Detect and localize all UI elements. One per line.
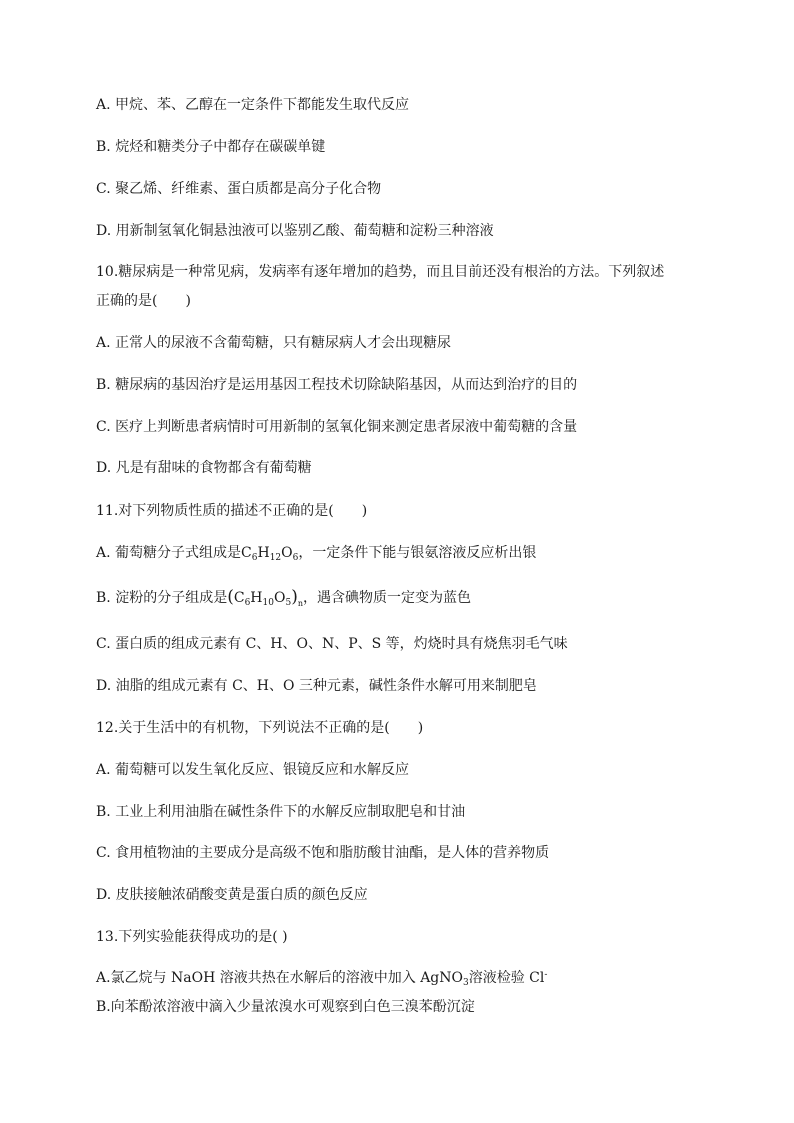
q10-stem-line2: 正确的是( ) <box>96 293 191 309</box>
q12-option-c: C. 食用植物油的主要成分是高级不饱和脂肪酸甘油酯，是人体的营养物质 <box>96 845 550 861</box>
starch-formula: $(C_6H_{10}O_5)_n$ <box>227 587 303 608</box>
q10-option-a: A. 正常人的尿液不含葡萄糖，只有糖尿病人才会出现糖尿 <box>96 335 452 351</box>
q10-stem-line1: 10.糖尿病是一种常见病，发病率有逐年增加的趋势，而且目前还没有根治的方法。下列叙述 <box>96 264 665 280</box>
q9-option-b: B. 烷烃和糖类分子中都存在碳碳单键 <box>96 139 326 155</box>
glucose-formula: $C_6H_{12}O_6$ <box>241 545 299 563</box>
q11-option-a-text: A. 葡萄糖分子式组成是 <box>96 545 242 561</box>
q11-option-b-text: B. 淀粉的分子组成是 <box>96 590 228 606</box>
q11-option-b-suffix: ，遇含碘物质一定变为蓝色 <box>302 590 471 606</box>
q13-option-a: A.氯乙烷与 NaOH 溶液共热在水解后的溶液中加入 AgNO$_3$溶液检验 Cl- <box>96 970 548 988</box>
q12-option-b: B. 工业上利用油脂在碱性条件下的水解反应制取肥皂和甘油 <box>96 804 466 820</box>
q9-option-d: D. 用新制氢氧化铜悬浊液可以鉴别乙酸、葡萄糖和淀粉三种溶液 <box>96 223 494 239</box>
q11-option-a <box>96 543 536 563</box>
q9-option-c: C. 聚乙烯、纤维素、蛋白质都是高分子化合物 <box>96 181 382 197</box>
q10-option-d: D. 凡是有甜味的食物都含有葡萄糖 <box>96 460 312 476</box>
q9-option-a: A. 甲烷、苯、乙醇在一定条件下都能发生取代反应 <box>96 97 410 113</box>
q11-option-c: C. 蛋白质的组成元素有 C、H、O、N、P、S 等，灼烧时具有烧焦羽毛气味 <box>96 636 568 652</box>
q11-option-d: D. 油脂的组成元素有 C、H、O 三种元素，碱性条件水解可用来制肥皂 <box>96 678 537 694</box>
q10-option-c: C. 医疗上判断患者病情时可用新制的氢氧化铜来测定患者尿液中葡萄糖的含量 <box>96 419 578 435</box>
q11-option-b <box>96 587 471 608</box>
q11-stem: 11.对下列物质性质的描述不正确的是( ) <box>96 503 368 519</box>
q11-option-a-suffix: ，一定条件下能与银氨溶液反应析出银 <box>298 545 537 561</box>
q13-stem: 13.下列实验能获得成功的是( ) <box>96 929 288 945</box>
q12-stem: 12.关于生活中的有机物，下列说法不正确的是( ) <box>96 720 424 736</box>
q12-option-a: A. 葡萄糖可以发生氧化反应、银镜反应和水解反应 <box>96 762 410 778</box>
q10-option-b: B. 糖尿病的基因治疗是运用基因工程技术切除缺陷基因，从而达到治疗的目的 <box>96 377 578 393</box>
q12-option-d: D. 皮肤接触浓硝酸变黄是蛋白质的颜色反应 <box>96 887 368 903</box>
q13-option-b: B.向苯酚浓溶液中滴入少量浓溴水可观察到白色三溴苯酚沉淀 <box>96 999 475 1015</box>
